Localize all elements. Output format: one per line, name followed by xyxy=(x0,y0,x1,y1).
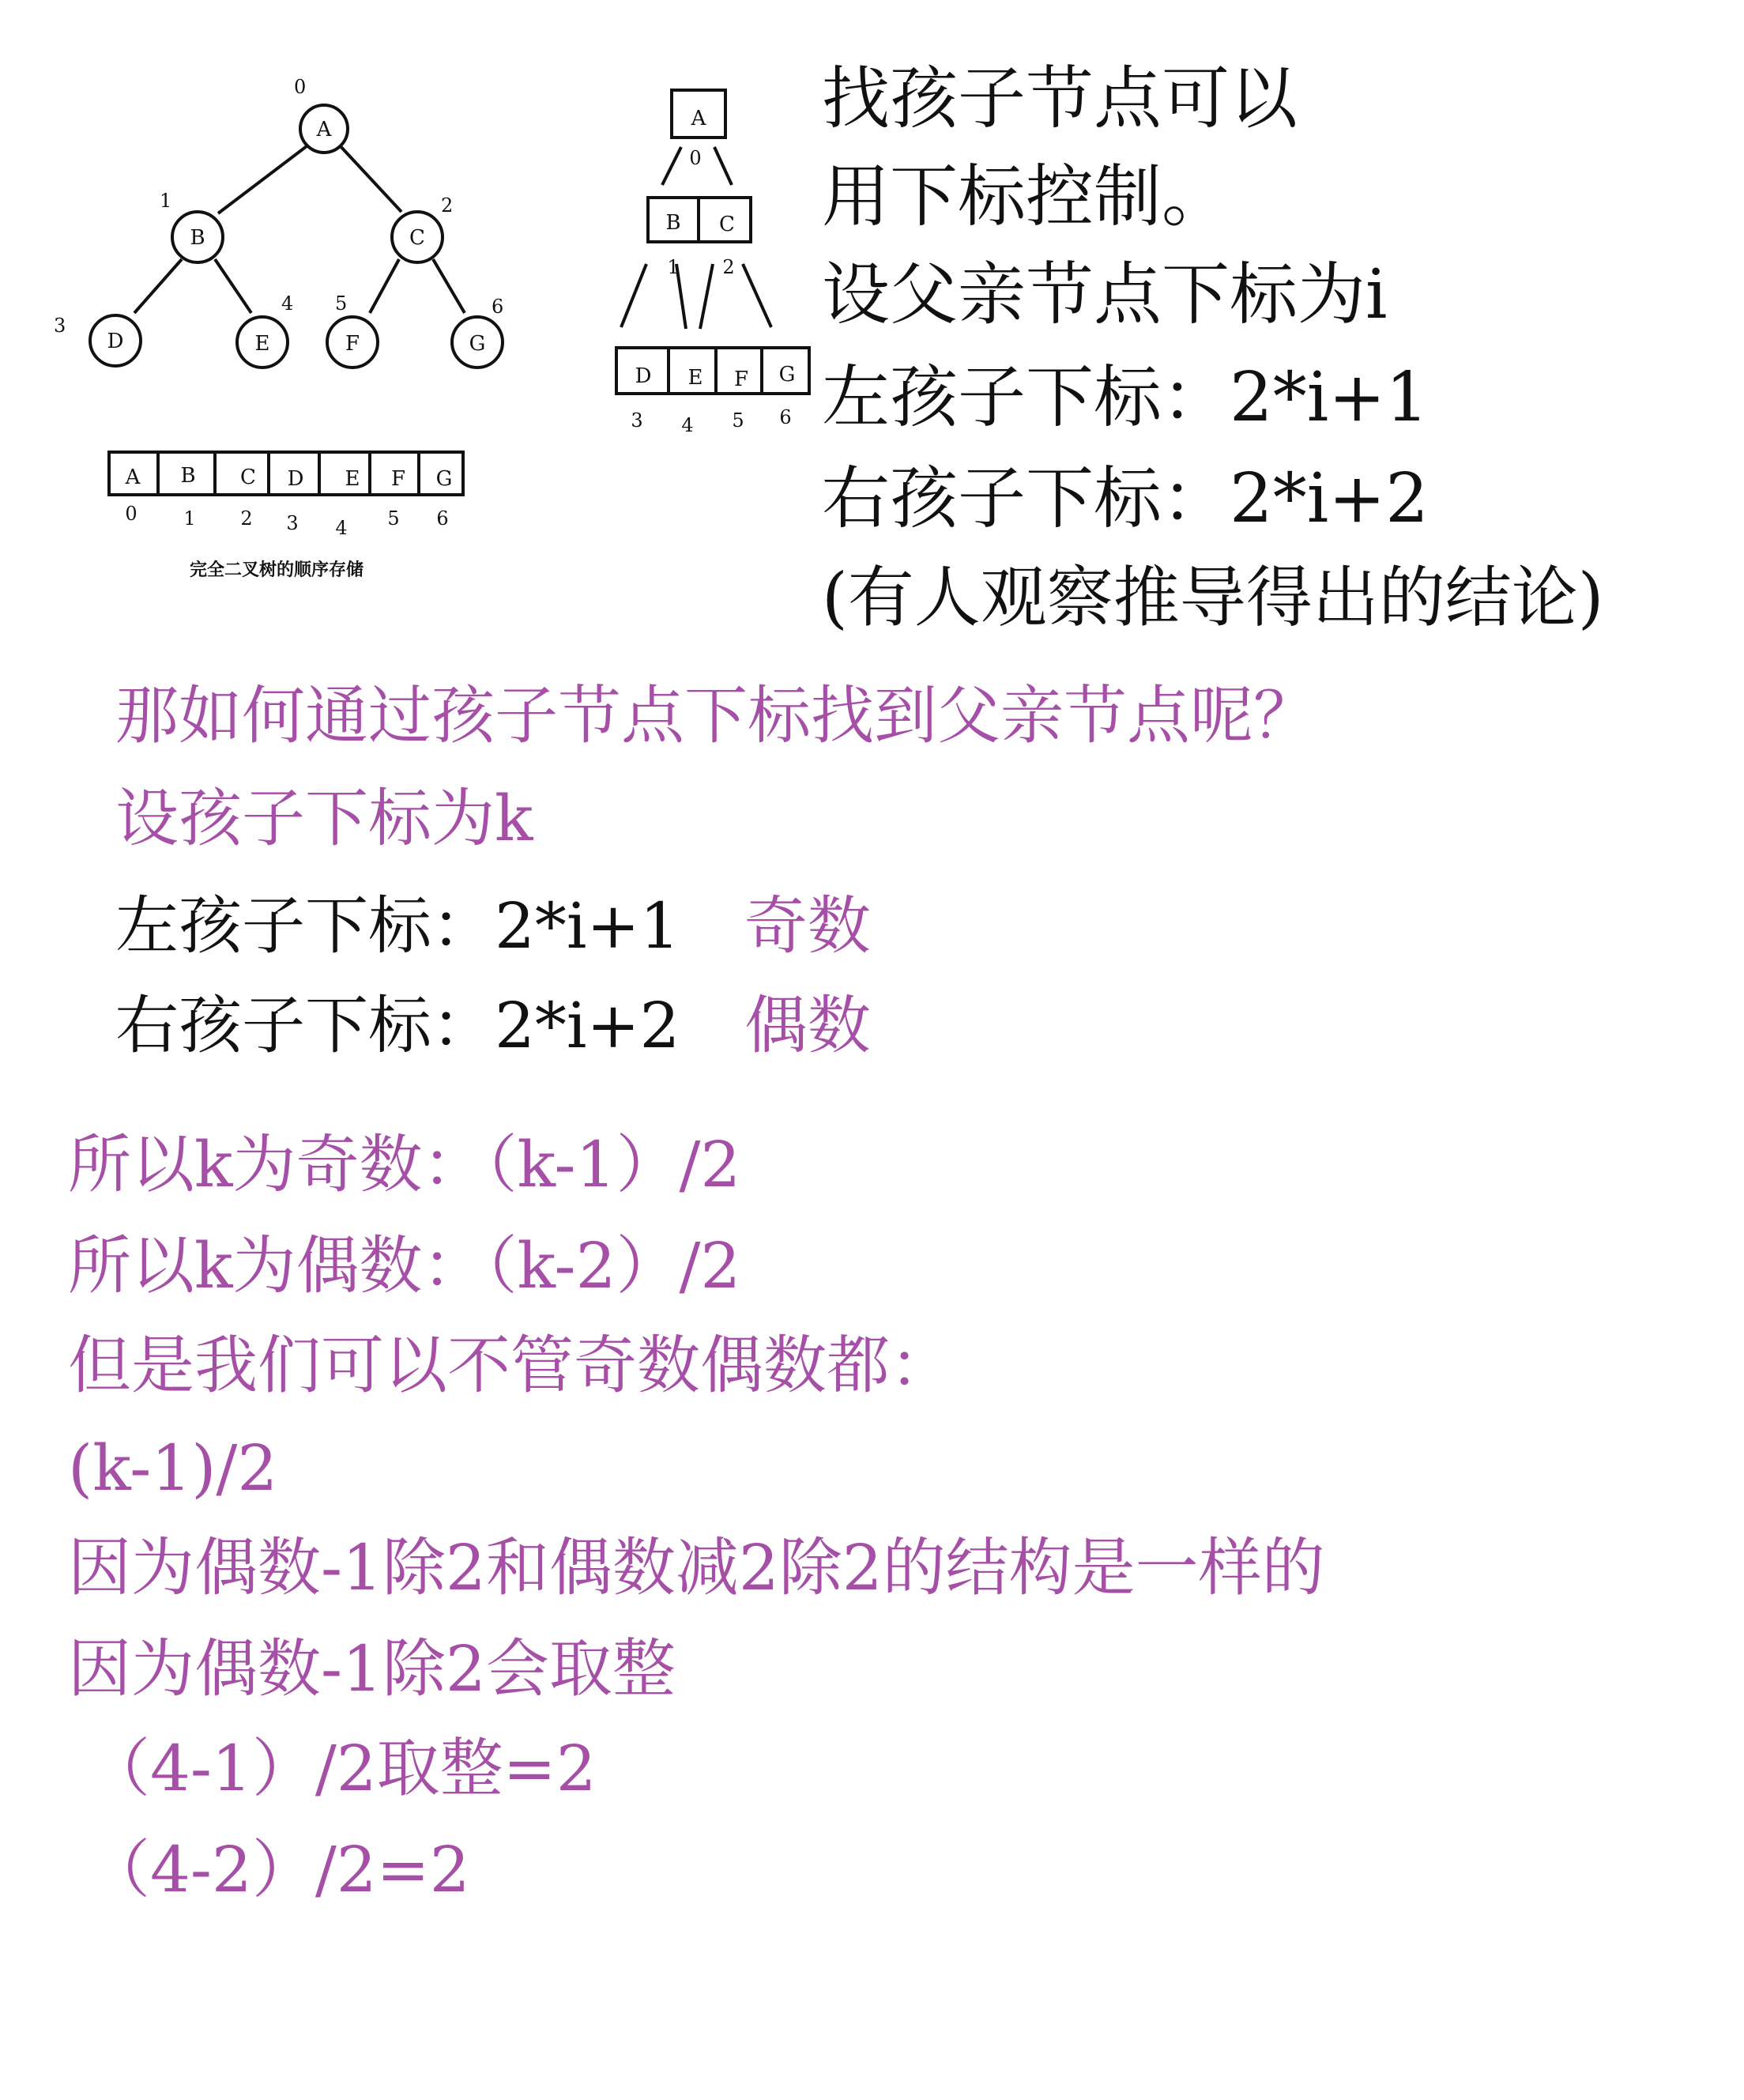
array-cell: G xyxy=(435,467,453,491)
array-index: 1 xyxy=(183,507,196,530)
formula-right-row xyxy=(115,989,871,1062)
box-index: 4 xyxy=(681,414,694,436)
conclusion-line: （4-2）/2=2 xyxy=(87,1833,470,1906)
formula-left-label: 左孩子下标：2*i+1 xyxy=(115,889,680,963)
tree-node-label: D xyxy=(107,330,124,353)
tree-node-label: C xyxy=(409,226,425,250)
conclusion-line: 因为偶数-1除2和偶数减2除2的结构是一样的 xyxy=(68,1531,1325,1604)
tree-node-label: F xyxy=(345,332,360,356)
right-text-line: 用下标控制。 xyxy=(822,157,1230,236)
box-label: G xyxy=(778,363,796,386)
box-index: 6 xyxy=(779,406,792,428)
tree-node-label: G xyxy=(469,332,486,356)
box-label: C xyxy=(719,213,735,236)
tree-index: 0 xyxy=(294,76,307,98)
tree-node-label: B xyxy=(190,226,205,250)
array-index: 6 xyxy=(436,507,449,530)
question-line: 那如何通过孩子节点下标找到父亲节点呢？ xyxy=(115,679,1316,752)
right-text-line: 左孩子下标：2*i+1 xyxy=(822,358,1429,437)
tree-index: 6 xyxy=(492,296,504,318)
array-storage xyxy=(109,452,463,495)
box-label: D xyxy=(635,364,652,388)
box-label: E xyxy=(687,366,703,390)
box-label: A xyxy=(691,107,706,130)
right-text-line: 右孩子下标：2*i+2 xyxy=(822,459,1429,538)
box-index: 1 xyxy=(667,256,680,278)
conclusion-line: 但是我们可以不管奇数偶数都： xyxy=(68,1329,953,1402)
array-index: 4 xyxy=(335,517,348,539)
tree-index: 2 xyxy=(441,194,454,217)
right-text-line: 设父亲节点下标为i xyxy=(822,255,1388,334)
box-diagram xyxy=(616,90,809,394)
array-cell: C xyxy=(240,466,256,489)
box-index: 0 xyxy=(689,147,702,169)
question-line: 设孩子下标为k xyxy=(115,782,533,855)
box-index: 5 xyxy=(732,409,744,432)
tree-index: 5 xyxy=(335,292,348,315)
array-index: 2 xyxy=(240,507,253,530)
right-text-line: 找孩子节点可以 xyxy=(822,59,1298,138)
array-cell: B xyxy=(180,464,196,488)
right-text-line: (有人观察推导得出的结论) xyxy=(822,559,1604,636)
conclusion-line: 所以k为奇数：（k-1）/2 xyxy=(68,1128,741,1201)
box-index: 3 xyxy=(631,409,643,432)
tree-index: 1 xyxy=(160,190,172,212)
conclusion-line: 所以k为偶数：（k-2）/2 xyxy=(68,1229,741,1303)
box-index: 2 xyxy=(722,256,735,278)
conclusion-line: 因为偶数-1除2会取整 xyxy=(68,1632,676,1706)
array-index: 0 xyxy=(125,503,137,525)
array-index: 3 xyxy=(286,512,299,534)
tree-node-label: E xyxy=(254,332,270,356)
array-caption: 完全二叉树的顺序存储 xyxy=(190,560,364,580)
formula-left-row xyxy=(115,889,871,963)
array-index: 5 xyxy=(387,507,400,530)
conclusion-line: （4-1）/2取整=2 xyxy=(87,1732,597,1805)
even-tag: 偶数 xyxy=(744,989,871,1062)
box-label: F xyxy=(733,368,749,391)
tree-index: 4 xyxy=(281,292,294,315)
array-cell: D xyxy=(287,467,304,491)
array-cell: A xyxy=(125,466,141,489)
tree-index: 3 xyxy=(54,315,66,337)
array-cell: F xyxy=(390,467,406,491)
conclusion-line: (k-1)/2 xyxy=(68,1431,278,1505)
tree-node-label: A xyxy=(316,118,332,141)
array-cell: E xyxy=(345,467,360,491)
odd-tag: 奇数 xyxy=(744,889,871,963)
box-label: B xyxy=(665,211,681,235)
formula-right-label: 右孩子下标：2*i+2 xyxy=(115,989,680,1062)
